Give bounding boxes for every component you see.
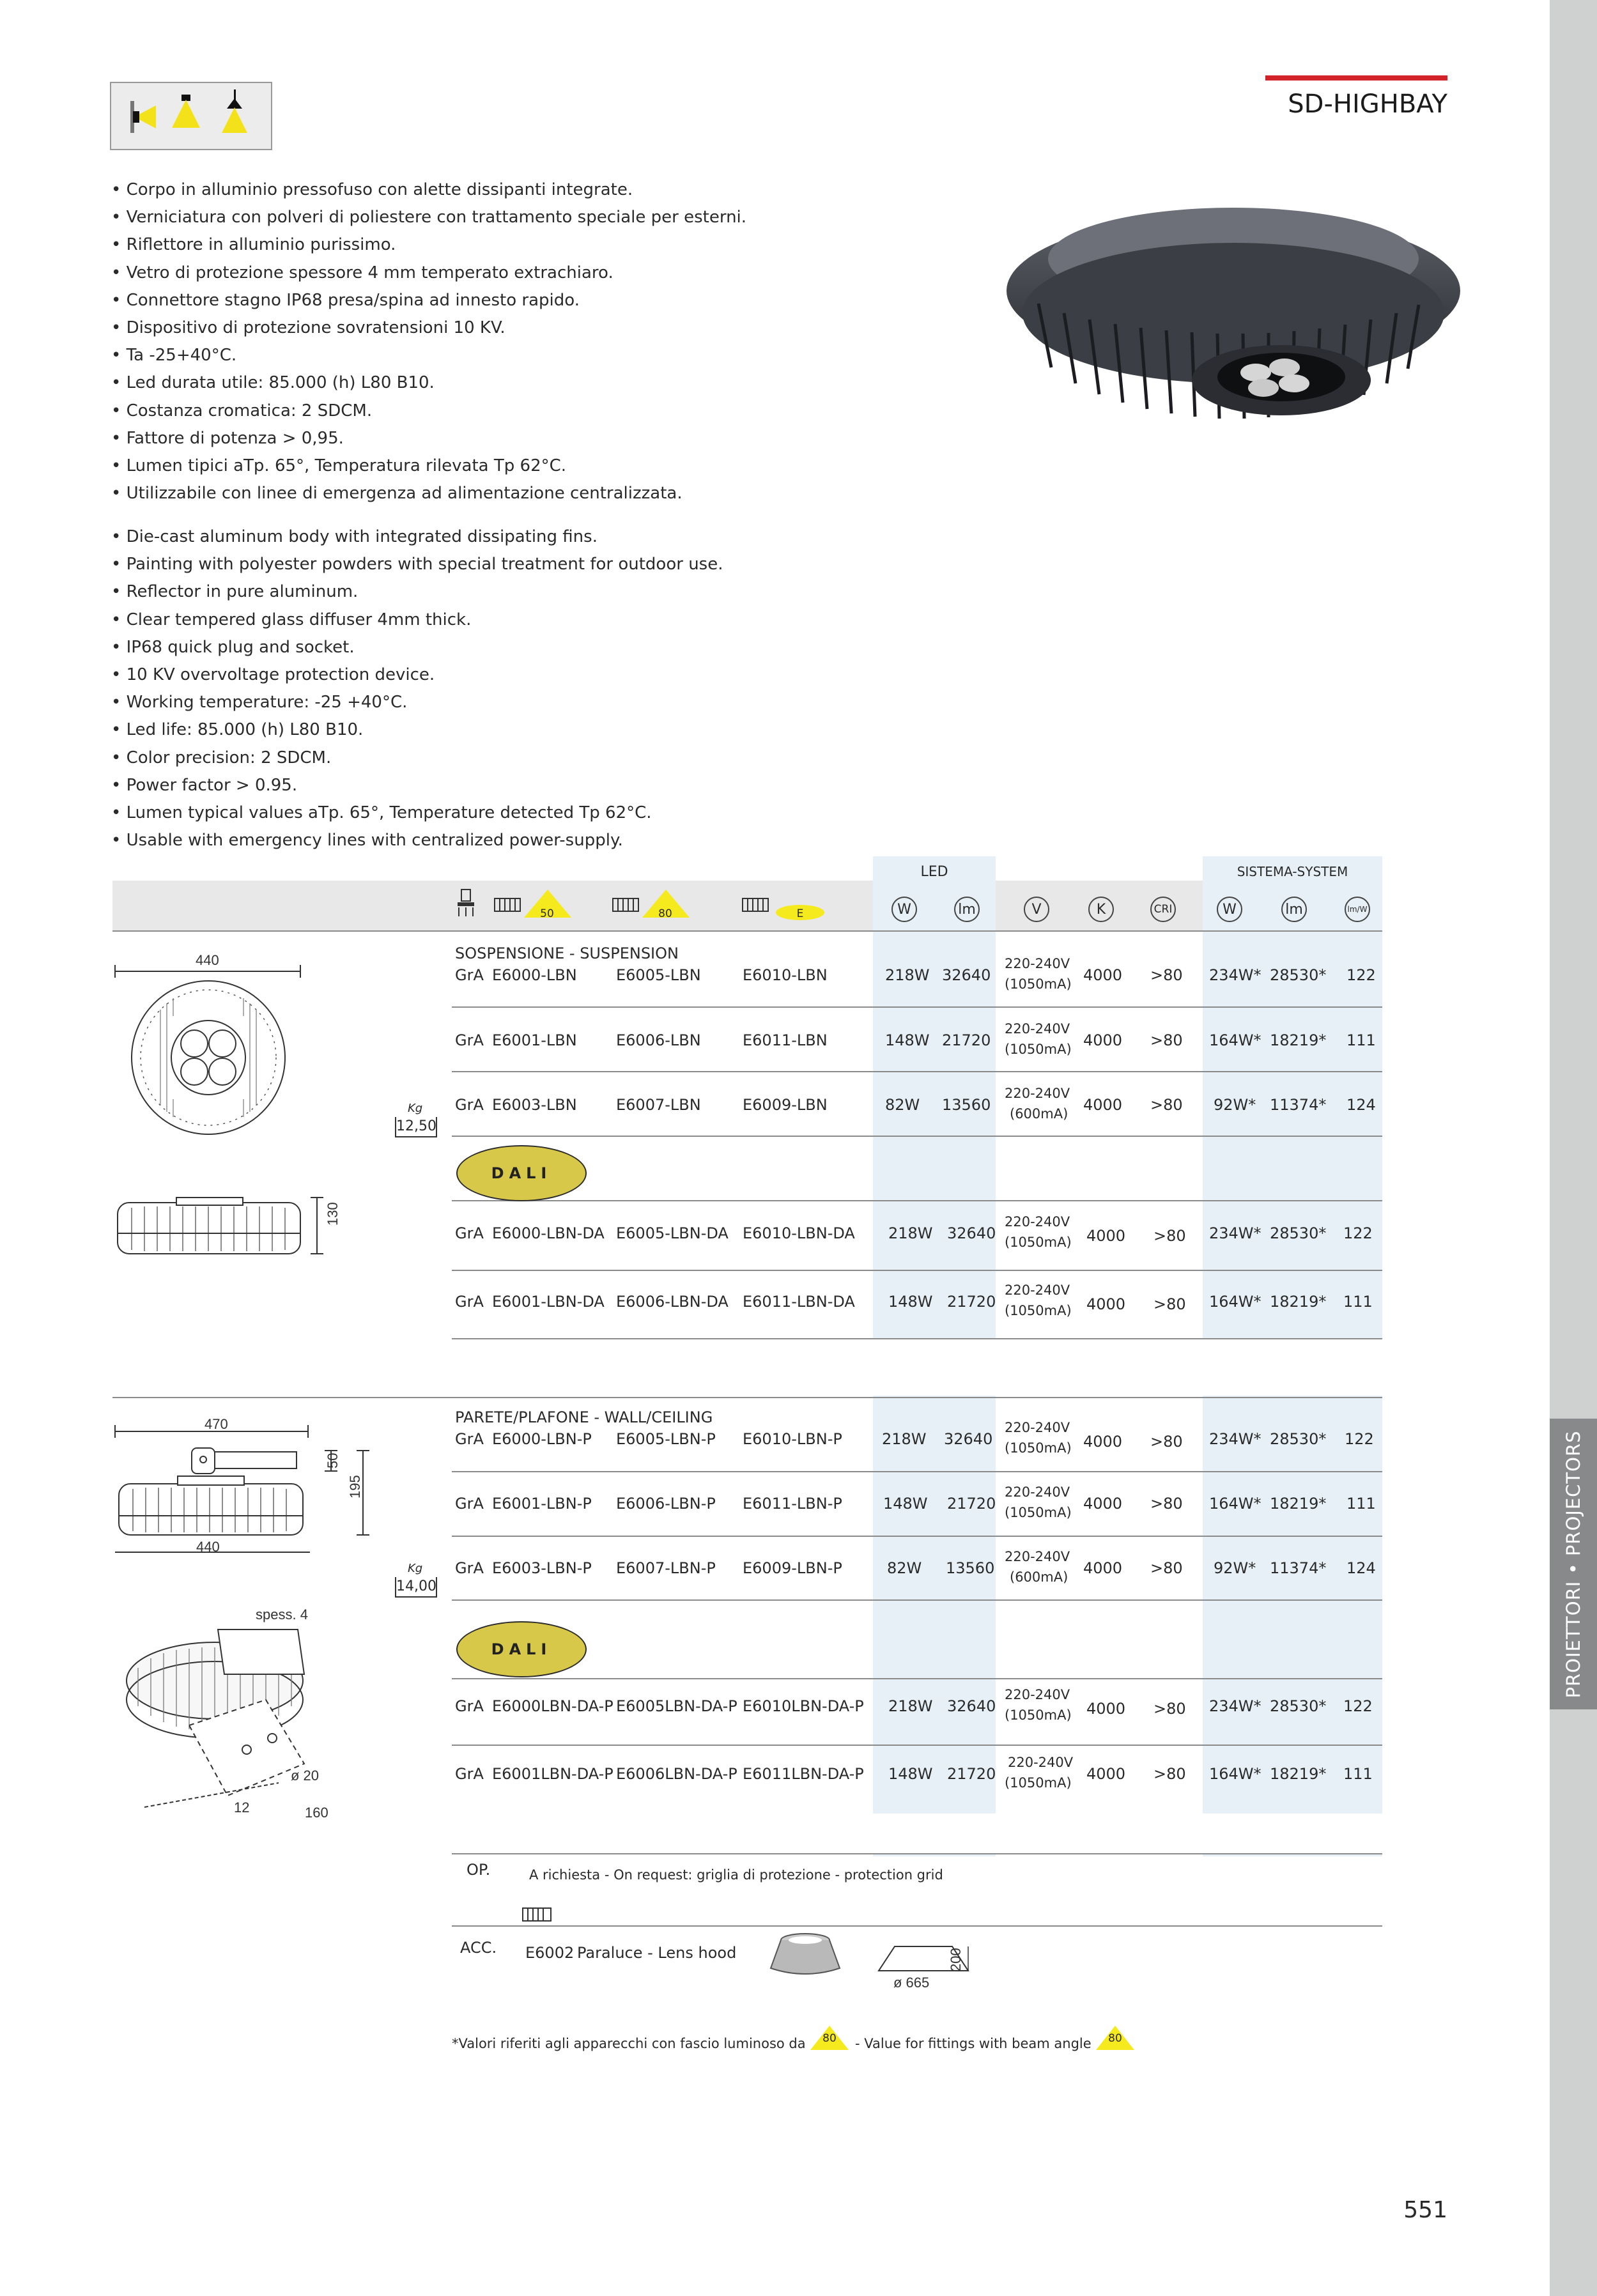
feature-item: • Lumen typical values aTp. 65°, Temperature detected Tp 62°C.	[111, 803, 652, 822]
feature-item: • Fattore di potenza > 0,95.	[111, 428, 344, 448]
beam-50-label: 50	[540, 907, 554, 920]
table-row: GrA E6000-LBN-P E6005-LBN-P E6010-LBN-P 218W 32640 220-240V (1050mA) 4000 >80 234W* 28530* 122	[455, 1420, 1374, 1456]
dim-lens-hood-diameter: ø 665	[893, 1975, 930, 1991]
suspension-side-drawing	[112, 1195, 343, 1265]
feature-item: • Vetro di protezione spessore 4 mm temperato extrachiaro.	[111, 263, 613, 282]
wall-ceiling-side-drawing	[112, 1420, 387, 1548]
features-english	[111, 523, 723, 854]
feature-item: • Die-cast aluminum body with integrated dissipating fins.	[111, 527, 598, 546]
table-row: GrA E6001-LBN-DA E6006-LBN-DA E6011-LBN-DA 148W 21720 220-240V (1050mA) 4000 >80 164W* 18219* 111	[455, 1283, 1373, 1318]
feature-item: • Verniciatura con polveri di poliestere con trattamento speciale per esterni.	[111, 208, 747, 227]
footnote-text: *Valori riferiti agli apparecchi con fascio luminoso da	[452, 2036, 806, 2051]
lamp-icon	[455, 888, 477, 921]
accessory-grid-icon	[522, 1907, 553, 1925]
feature-item: • Reflector in pure aluminum.	[111, 582, 359, 602]
option-text: A richiesta - On request: griglia di protezione - protection grid	[529, 1867, 943, 1883]
section-tab-label: PROIETTORI • PROJECTORS	[1562, 1430, 1584, 1699]
system-lumen-icon: lm	[1281, 897, 1307, 922]
section-title-wall-ceiling: PARETE/PLAFONE - WALL/CEILING	[455, 1408, 713, 1426]
feature-item: • Painting with polyester powders with special treatment for outdoor use.	[111, 555, 723, 574]
section-title-suspension: SOSPENSIONE - SUSPENSION	[455, 944, 679, 962]
feature-item: • 10 KV overvoltage protection device.	[111, 665, 435, 684]
feature-item: • Lumen tipici aTp. 65°, Temperatura rilevata Tp 62°C.	[111, 456, 567, 475]
features-italian	[111, 176, 746, 507]
system-watt-icon: W	[1217, 897, 1242, 922]
dim-hole: ø 20	[291, 1768, 320, 1784]
accessory-code: E6002	[525, 1944, 575, 1962]
weight-icon	[395, 1559, 440, 1598]
table-row: GrA E6003-LBN E6007-LBN E6009-LBN 82W 13560 220-240V (600mA) 4000 >80 92W* 11374* 124	[455, 1086, 1376, 1121]
accessory-text: Paraluce - Lens hood	[577, 1944, 737, 1962]
weight-value: 12,50	[395, 1117, 437, 1137]
suspension-top-drawing	[112, 952, 336, 1137]
cri-icon: CRI	[1150, 897, 1176, 922]
dim-spacing: 160	[305, 1805, 328, 1821]
feature-item: • Costanza cromatica: 2 SDCM.	[111, 401, 373, 420]
table-row: GrA E6000-LBN E6005-LBN E6010-LBN 218W 32640 220-240V (1050mA) 4000 >80 234W* 28530* 122	[455, 956, 1376, 992]
page-number: 551	[1403, 2197, 1447, 2223]
dim-height: 130	[325, 1202, 341, 1226]
table-row: GrA E6000-LBN-DA E6005-LBN-DA E6010-LBN-DA 218W 32640 220-240V (1050mA) 4000 >80 234W* 28530* 122	[455, 1214, 1373, 1250]
weight-unit: Kg	[408, 1562, 423, 1575]
table-row: GrA E6001-LBN E6006-LBN E6011-LBN 148W 21720 220-240V (1050mA) 4000 >80 164W* 18219* 111	[455, 1021, 1376, 1057]
feature-item: • Led durata utile: 85.000 (h) L80 B10.	[111, 373, 435, 393]
footnote-beam-2: 80	[1108, 2032, 1122, 2045]
system-header-label: SISTEMA-SYSTEM	[1237, 864, 1348, 879]
feature-item: • Dispositivo di protezione sovratensioni 10 KV.	[111, 318, 505, 337]
product-title: SD-HIGHBAY	[1288, 89, 1447, 119]
led-header-label: LED	[920, 864, 948, 880]
side-margin-bar	[1550, 0, 1597, 2296]
dali-logo: DALI	[456, 1145, 587, 1201]
feature-item: • Led life: 85.000 (h) L80 B10.	[111, 720, 364, 740]
table-row: GrA E6000LBN-DA-P E6005LBN-DA-P E6010LBN-DA-P 218W 32640 220-240V (1050mA) 4000 >80 234W* 28530* 122	[455, 1687, 1373, 1723]
feature-item: • Clear tempered glass diffuser 4mm thick.	[111, 610, 472, 629]
feature-item: • IP68 quick plug and socket.	[111, 637, 355, 657]
product-photo	[1000, 182, 1463, 435]
table-row: GrA E6001-LBN-P E6006-LBN-P E6011-LBN-P 148W 21720 220-240V (1050mA) 4000 >80 164W* 18219* 111	[455, 1484, 1376, 1520]
feature-item: • Power factor > 0.95.	[111, 775, 298, 795]
weight-value: 14,00	[395, 1577, 437, 1598]
dim-height: 195	[347, 1475, 363, 1499]
footnote-text-en: - Value for fittings with beam angle	[855, 2036, 1092, 2051]
weight-unit: Kg	[408, 1102, 423, 1115]
feature-item: • Riflettore in alluminio purissimo.	[111, 235, 396, 255]
option-label: OP.	[467, 1861, 491, 1879]
dim-thickness: spess. 4	[256, 1606, 308, 1622]
efficacy-icon: lm/W	[1345, 897, 1370, 922]
table-row: GrA E6003-LBN-P E6007-LBN-P E6009-LBN-P 82W 13560 220-240V (600mA) 4000 >80 92W* 11374* 124	[455, 1549, 1376, 1585]
dim-offset: 12	[234, 1799, 250, 1815]
table-row: GrA E6001LBN-DA-P E6006LBN-DA-P E6011LBN-DA-P 148W 21720 220-240V (1050mA) 4000 >80 164W* 18219* 111	[455, 1755, 1373, 1791]
feature-item: • Utilizzabile con linee di emergenza ad alimentazione centralizzata.	[111, 484, 683, 504]
accessory-label: ACC.	[460, 1939, 497, 1957]
dim-lens-hood-height: 200	[948, 1948, 964, 1971]
dim-width: 440	[196, 952, 219, 968]
wall-mount-perspective-drawing	[112, 1604, 381, 1815]
beam-80-label: 80	[658, 907, 672, 920]
watt-icon: W	[891, 897, 917, 922]
dali-logo: DALI	[456, 1621, 587, 1677]
title-accent-bar	[1265, 75, 1447, 81]
feature-item: • Ta -25+40°C.	[111, 346, 237, 366]
beam-e-label: E	[796, 907, 804, 920]
feature-item: • Color precision: 2 SDCM.	[111, 748, 332, 767]
dim-width: 440	[196, 1539, 220, 1555]
feature-item: • Working temperature: -25 +40°C.	[111, 693, 408, 713]
feature-item: • Corpo in alluminio pressofuso con alette dissipanti integrate.	[111, 180, 633, 199]
dim-bracket: 50	[325, 1452, 341, 1468]
footnote-beam-1: 80	[822, 2032, 837, 2045]
feature-item: • Connettore stagno IP68 presa/spina ad innesto rapido.	[111, 290, 580, 310]
dim-top-width: 470	[204, 1416, 228, 1432]
weight-icon	[395, 1099, 440, 1137]
feature-item: • Usable with emergency lines with centralized power-supply.	[111, 831, 623, 851]
volt-icon: V	[1024, 897, 1049, 922]
kelvin-icon: K	[1088, 897, 1114, 922]
lumen-icon: lm	[954, 897, 980, 922]
lens-hood-image	[767, 1929, 844, 1982]
mounting-type-icon	[110, 82, 272, 150]
